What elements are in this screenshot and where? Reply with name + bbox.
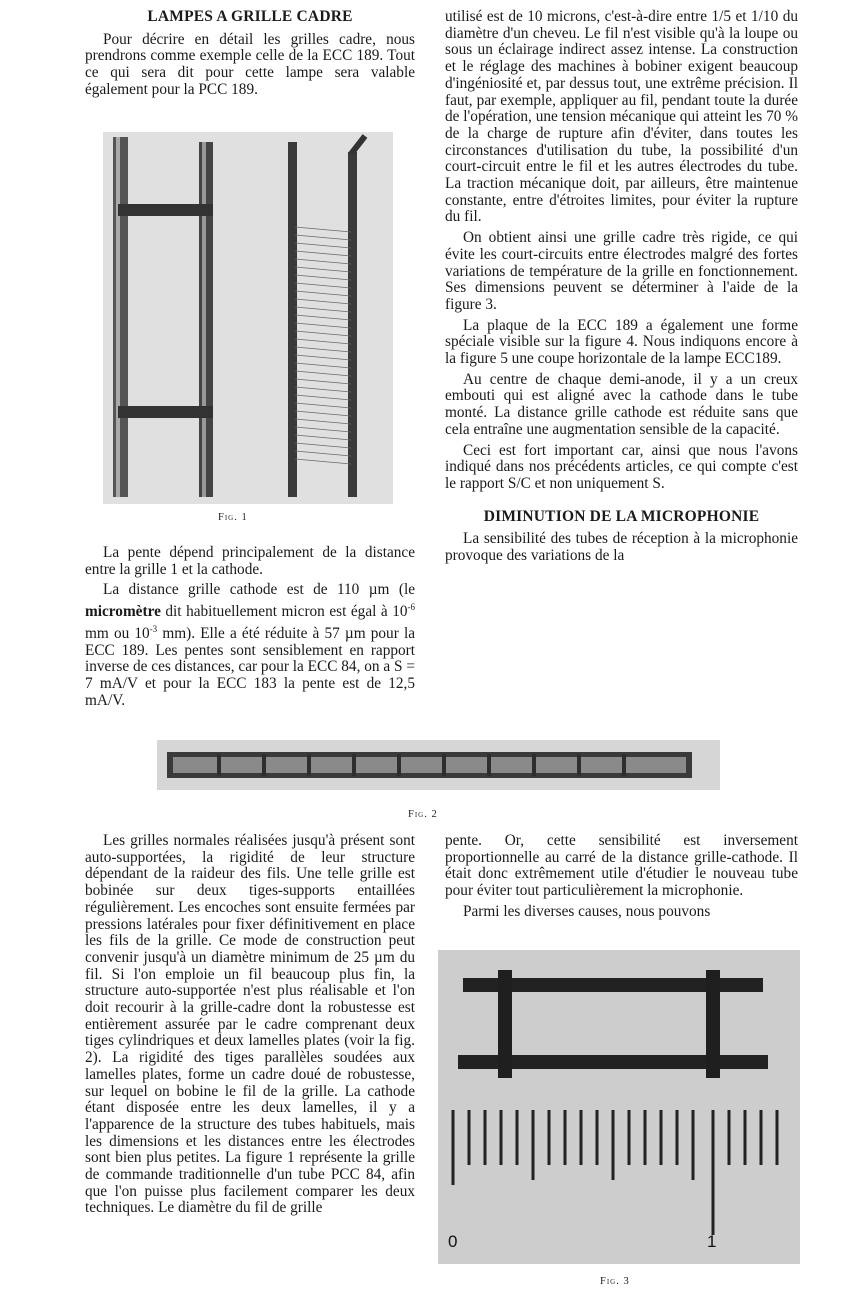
bold-term: micromètre (85, 603, 161, 621)
paragraph: La sensibilité des tubes de réception à la microphonie provoque des variations de la (445, 530, 798, 565)
col2-top (445, 9, 798, 569)
scale-label-one: 1 (707, 1232, 717, 1251)
col1-bottom (85, 833, 415, 1221)
figure-1-photo (103, 132, 393, 504)
paragraph: Au centre de chaque demi-anode, il y a un creux embouti qui est aligné avec la cathode dans le tube monté. La distance grille cathode est réduite sans que cela entraîne une augmentation sensible de la capacité. (445, 370, 798, 438)
grid-scale-fig3 (438, 950, 800, 1264)
section-heading-microphonie: DIMINUTION DE LA MICROPHONIE (483, 507, 760, 525)
figure-2-caption: Fig. 2 (408, 809, 438, 820)
text-run: dit habituellement micron est égal à 10 (165, 603, 408, 621)
text-run: La distance grille cathode est de 110 µm (le (103, 581, 415, 599)
text-run: mm). Elle a été réduite à 57 µm pour la ECC 189. Les pentes sont sensiblement en rapport inverse de ces distances, car pour la ECC 84, on a S = 7 mA/V et pour la ECC 183 la pente est de 12,5 mA/V. (85, 625, 415, 709)
text-run: mm ou 10 (85, 625, 150, 642)
paragraph: Parmi les diverses causes, nous pouvons (463, 902, 711, 920)
paragraph: Ceci est fort important car, ainsi que nous l'avons indiqué dans nos précédents articles, ce qui compte c'est le rapport S/C et non uniquement S. (445, 441, 798, 492)
exponent: -6 (407, 602, 415, 613)
paragraph: Pour décrire en détail les grilles cadre, nous prendrons comme exemple celle de la ECC 189. Tout ce qui sera dit pour cette lampe sera valable également pour la PCC 189. (85, 30, 415, 98)
exponent: -3 (149, 623, 158, 634)
grid-strip-fig2 (157, 740, 720, 790)
col1-mid (85, 545, 415, 714)
grid-photo-fig1 (103, 132, 393, 504)
scale-label-zero: 0 (448, 1232, 458, 1251)
paragraph: Les grilles normales réalisées jusqu'à présent sont auto-supportées, la rigidité de leur structure dépendant de la raideur des fils. Une telle grille est bobinée sur deux tiges-supports entaillées régulièrement. Les encoches sont ensuite fermées par pressions latérales pour fixer définitivement en place les fils de la grille. Ce mode de construction peut convenir jusqu'à un diamètre minimum de 25 µm du fil. Si l'on emploie un fil beaucoup plus fin, la structure auto-supportée n'est plus réalisable et l'on doit recourir à la grille-cadre dont la robustesse est entièrement assurée par le cadre comprenant deux tiges cylindriques et deux lamelles plates (voir la fig. 2). La rigidité des tiges parallèles soudées aux lamelles plates, forme un cadre doué de robustesse, sur lequel on bobine le fil de la grille. La cathode étant disposée entre les deux lamelles, il y a l'apparence de la structure des tubes habituels, mais les dimensions et les distances entre les électrodes sont bien plus petites. La figure 1 représente la grille de commande traditionnelle d'un tube PCC 84, afin que l'on puisse plus facilement comparer les deux techniques. Le diamètre du fil de grille (85, 832, 415, 1217)
paragraph: La pente dépend principalement de la distance entre la grille 1 et la cathode. (85, 544, 415, 578)
paragraph: utilisé est de 10 microns, c'est-à-dire entre 1/5 et 1/10 du diamètre d'un cheveu. Le fil n'est visible qu'à la loupe ou sous un éclairage indirect assez intense. La construction et le réglage des machines à bobiner exigent beaucoup d'ingéniosité et, par dessus tout, une extrême précision. Il faut, par exemple, appliquer au fil, pendant toute la durée de l'opération, une tension mécanique qui atteint les 70 % de la charge de rupture afin d'éviter, dans toutes les circonstances d'utilisation du tube, la possibilité d'un court-circuit entre le fil et les autres électrodes du tube. La traction mécanique doit, par ailleurs, être maintenue constante, entre d'étroites limites, pour éviter la rupture du fil. (445, 8, 798, 226)
section-heading-lampes: LAMPES A GRILLE CADRE (147, 8, 353, 25)
paragraph: pente. Or, cette sensibilité est inversement proportionnelle au carré de la distance grille-cathode. Il était donc extrêmement utile d'étudier le nouveau tube pour éviter tout particulièrement la microphonie. (445, 832, 798, 900)
figure-2-photo (157, 740, 720, 790)
figure-1-caption: Fig. 1 (218, 512, 248, 523)
paragraph: La plaque de la ECC 189 a également une forme spéciale visible sur la figure 4. Nous indiquons encore à la figure 5 une coupe horizontale de la lampe ECC189. (445, 316, 798, 368)
paragraph: On obtient ainsi une grille cadre très rigide, ce qui évite les court-circuits entre électrodes malgré des fortes variations de température de la grille en fonctionnement. Ses dimensions peuvent se déterminer à l'aide de la figure 3. (445, 229, 798, 313)
figure-3-caption: Fig. 3 (600, 1276, 630, 1287)
col1-top (85, 9, 415, 103)
paragraph (85, 582, 415, 709)
col2-bottom (445, 833, 798, 925)
figure-3-photo (438, 950, 800, 1264)
